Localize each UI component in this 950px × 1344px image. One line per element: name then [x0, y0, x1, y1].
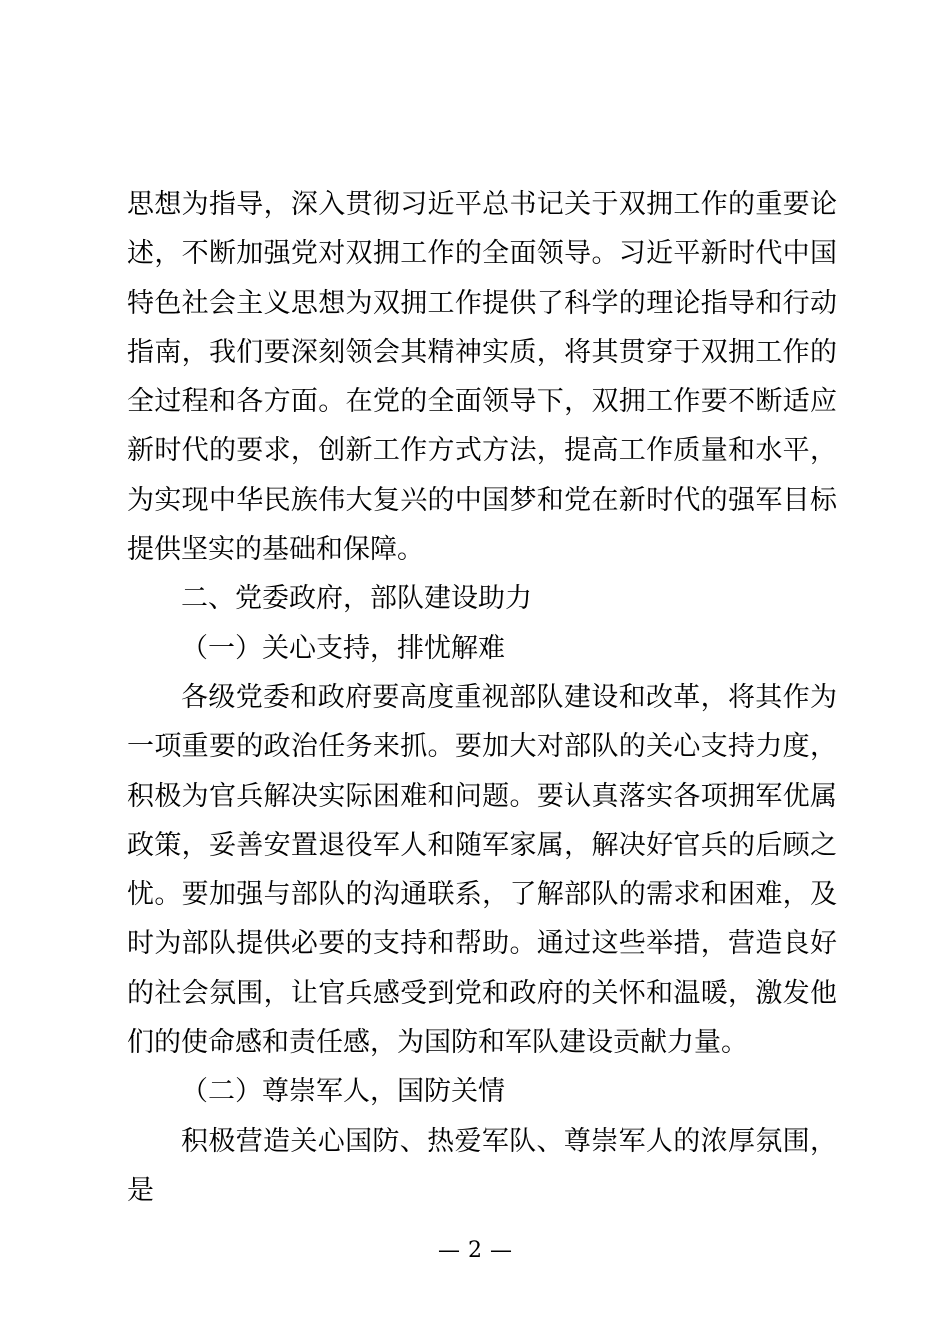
body-paragraph: 积极营造关心国防、热爱军队、尊崇军人的浓厚氛围，是	[127, 1125, 837, 1206]
body-paragraph: 各级党委和政府要高度重视部队建设和改革，将其作为一项重要的政治任务来抓。要加大对部队的关心支持力度，积极为官兵解决实际困难和问题。要认真落实各项拥军优属政策，妥善安置退役军人和随军家属，解决好官兵的后顾之忧。要加强与部队的沟通联系，了解部队的需求和困难，及时为部队提供必要的支持和帮助。通过这些举措，营造良好的社会氛围，让官兵感受到党和政府的关怀和温暖，激发他们的使命感和责任感，为国防和军队建设贡献力量。	[127, 681, 837, 1059]
page-footer	[0, 1236, 950, 1266]
footer-dash-left: —	[438, 1238, 460, 1263]
body-paragraph: 思想为指导，深入贯彻习近平总书记关于双拥工作的重要论述，不断加强党对双拥工作的全面领导。习近平新时代中国特色社会主义思想为双拥工作提供了科学的理论指导和行动指南，我们要深刻领会其精神实质，将其贯穿于双拥工作的全过程和各方面。在党的全面领导下，双拥工作要不断适应新时代的要求，创新工作方式方法，提高工作质量和水平，为实现中华民族伟大复兴的中国梦和党在新时代的强军目标提供坚实的基础和保障。	[127, 189, 837, 566]
footer-dash-right: —	[490, 1238, 512, 1263]
subsection-heading: （一）关心支持，排忧解难	[181, 632, 505, 664]
document-body	[127, 180, 837, 1215]
section-heading: 二、党委政府，部队建设助力	[181, 583, 532, 615]
page-number: 2	[468, 1238, 482, 1263]
subsection-heading: （二）尊崇军人，国防关情	[181, 1076, 505, 1108]
